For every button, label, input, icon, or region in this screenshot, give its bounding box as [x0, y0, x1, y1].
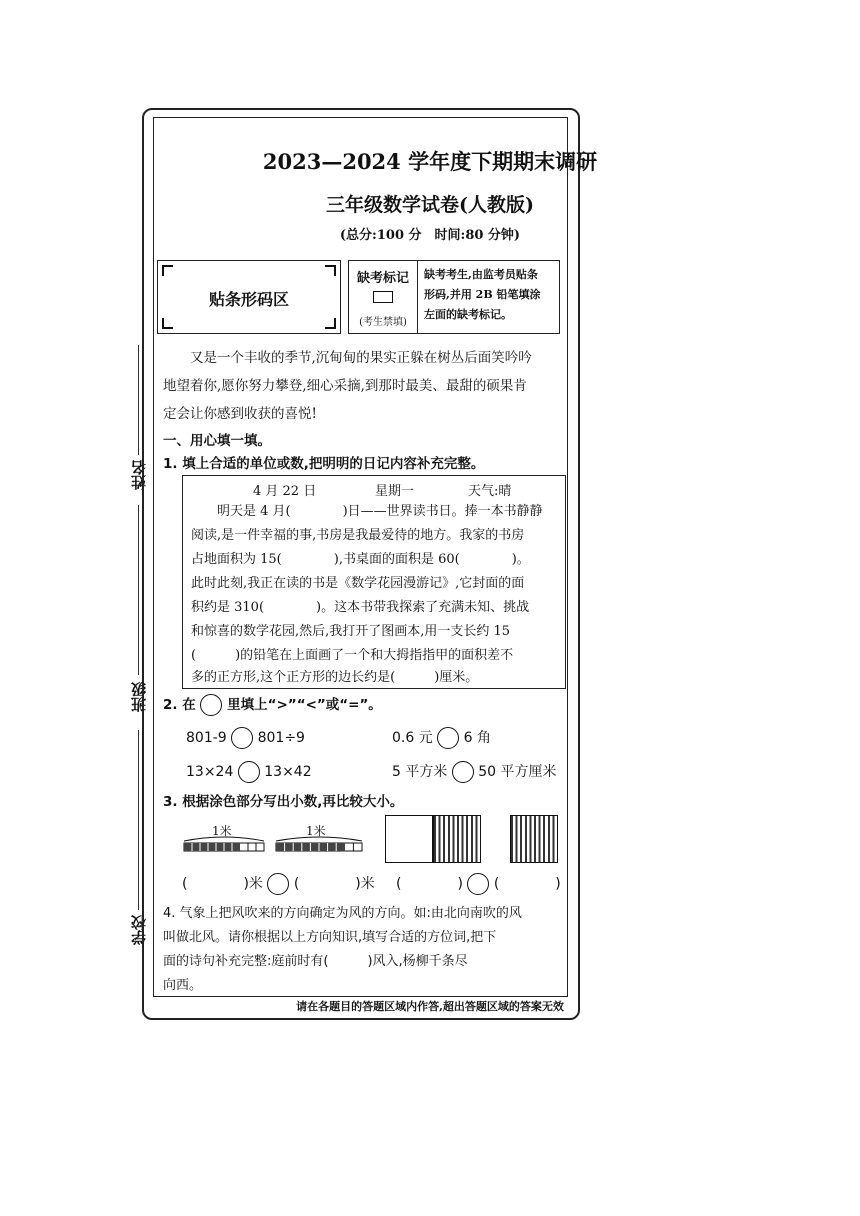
- q4-line-2: 叫做北风。请你根据以上方向知识,填写合适的方位词,把下: [163, 930, 497, 945]
- square-blank: [385, 815, 433, 863]
- diary-date: 4 月 22 日: [253, 484, 317, 499]
- square-shaded: [510, 815, 558, 863]
- ruler-1-label: 1米: [212, 824, 232, 838]
- absence-mark-cell: [349, 261, 418, 333]
- exam-subtitle: 三年级数学试卷(人教版): [326, 194, 534, 216]
- q3-prompt: 3. 根据涂色部分写出小数,再比较大小。: [163, 794, 404, 810]
- q3-answer-left: ( )米 ( )米: [182, 873, 375, 895]
- intro-line-1: 又是一个丰收的季节,沉甸甸的果实正躲在树丛后面笑吟吟: [163, 350, 532, 366]
- intro-line-3: 定会让你感到收获的喜悦!: [163, 406, 317, 422]
- binding-line-class: [138, 730, 139, 910]
- q4-text: [163, 902, 522, 998]
- answer-circle[interactable]: [437, 727, 459, 749]
- q4-line-3: 面的诗句补充完整:庭前时有( )风入,杨柳千条尽: [163, 954, 468, 969]
- answer-circle[interactable]: [267, 873, 289, 895]
- footer-note: 请在各题目的答题区域内作答,超出答题区域的答案无效: [296, 1000, 564, 1013]
- absence-desc-2: 形码,并用 2B 铅笔填涂: [424, 288, 541, 301]
- absence-desc-1: 缺考考生,由监考员贴条: [424, 268, 538, 281]
- diary-line: 积约是 310( )。这本书带我探索了充满未知、挑战: [191, 600, 530, 615]
- name-label: 姓名: [130, 460, 148, 490]
- diary-line: 多的正方形,这个正方形的边长约是( )厘米。: [191, 670, 479, 685]
- diary-line: 此时此刻,我正在读的书是《数学花园漫游记》,它封面的面: [191, 576, 525, 591]
- barcode-area: [157, 260, 341, 334]
- diary-box: [182, 475, 566, 689]
- ruler-1: [182, 835, 266, 857]
- absence-note: (考生禁填): [359, 317, 407, 328]
- diary-line: 和惊喜的数学花园,然后,我打开了图画本,用一支长约 15: [191, 624, 511, 639]
- diary-line: 阅读,是一件幸福的事,书房是我最爱待的地方。我家的书房: [191, 528, 525, 543]
- binding-line-name: [138, 505, 139, 675]
- circle-icon: [200, 694, 222, 716]
- square-shaded: [433, 815, 481, 863]
- absence-mark-box: [348, 260, 560, 334]
- answer-circle[interactable]: [467, 873, 489, 895]
- intro-text: [163, 344, 532, 428]
- ruler-2-label: 1米: [306, 824, 326, 838]
- compare-item-4: 5 平方米 50 平方厘米: [392, 761, 557, 783]
- compare-item-1: 801-9 801÷9: [186, 727, 305, 749]
- answer-circle[interactable]: [452, 761, 474, 783]
- q2-prompt: 2. 在 里填上“>”“<”或“=”。: [163, 693, 382, 716]
- exam-title: 2023—2024 学年度下期期末调研: [262, 149, 598, 174]
- class-label: 班级: [130, 682, 148, 712]
- absence-desc-3: 左面的缺考标记。: [424, 308, 512, 321]
- school-label: 学校: [130, 915, 148, 945]
- q4-line-1: 4. 气象上把风吹来的方向确定为风的方向。如:由北向南吹的风: [163, 906, 522, 921]
- diary-line: ( )的铅笔在上面画了一个和大拇指指甲的面积差不: [191, 648, 514, 663]
- section-heading: 一、用心填一填。: [163, 433, 271, 449]
- q1-prompt: 1. 填上合适的单位或数,把明明的日记内容补充完整。: [163, 456, 485, 472]
- binding-line-top: [138, 345, 139, 455]
- compare-item-2: 0.6 元 6 角: [392, 727, 491, 749]
- diary-line: 明天是 4 月( )日——世界读书日。捧一本书静静: [191, 504, 543, 519]
- exam-info: (总分:100 分 时间:80 分钟): [339, 228, 521, 243]
- q3-answer-right: ( ) ( ): [396, 873, 561, 895]
- diary-line: 占地面积为 15( ),书桌面的面积是 60( )。: [191, 552, 530, 567]
- compare-item-3: 13×24 13×42: [186, 761, 312, 783]
- barcode-label: 贴条形码区: [208, 290, 289, 309]
- q4-line-4: 向西。: [163, 978, 203, 993]
- diary-weather: 天气:晴: [468, 484, 512, 499]
- answer-circle[interactable]: [231, 727, 253, 749]
- answer-circle[interactable]: [238, 761, 260, 783]
- intro-line-2: 地望着你,愿你努力攀登,细心采摘,到那时最美、最甜的硕果肯: [163, 378, 527, 394]
- ruler-2: [274, 835, 364, 857]
- diary-weekday: 星期一: [375, 484, 415, 499]
- absence-checkbox[interactable]: [373, 291, 393, 303]
- absence-label: 缺考标记: [356, 271, 409, 286]
